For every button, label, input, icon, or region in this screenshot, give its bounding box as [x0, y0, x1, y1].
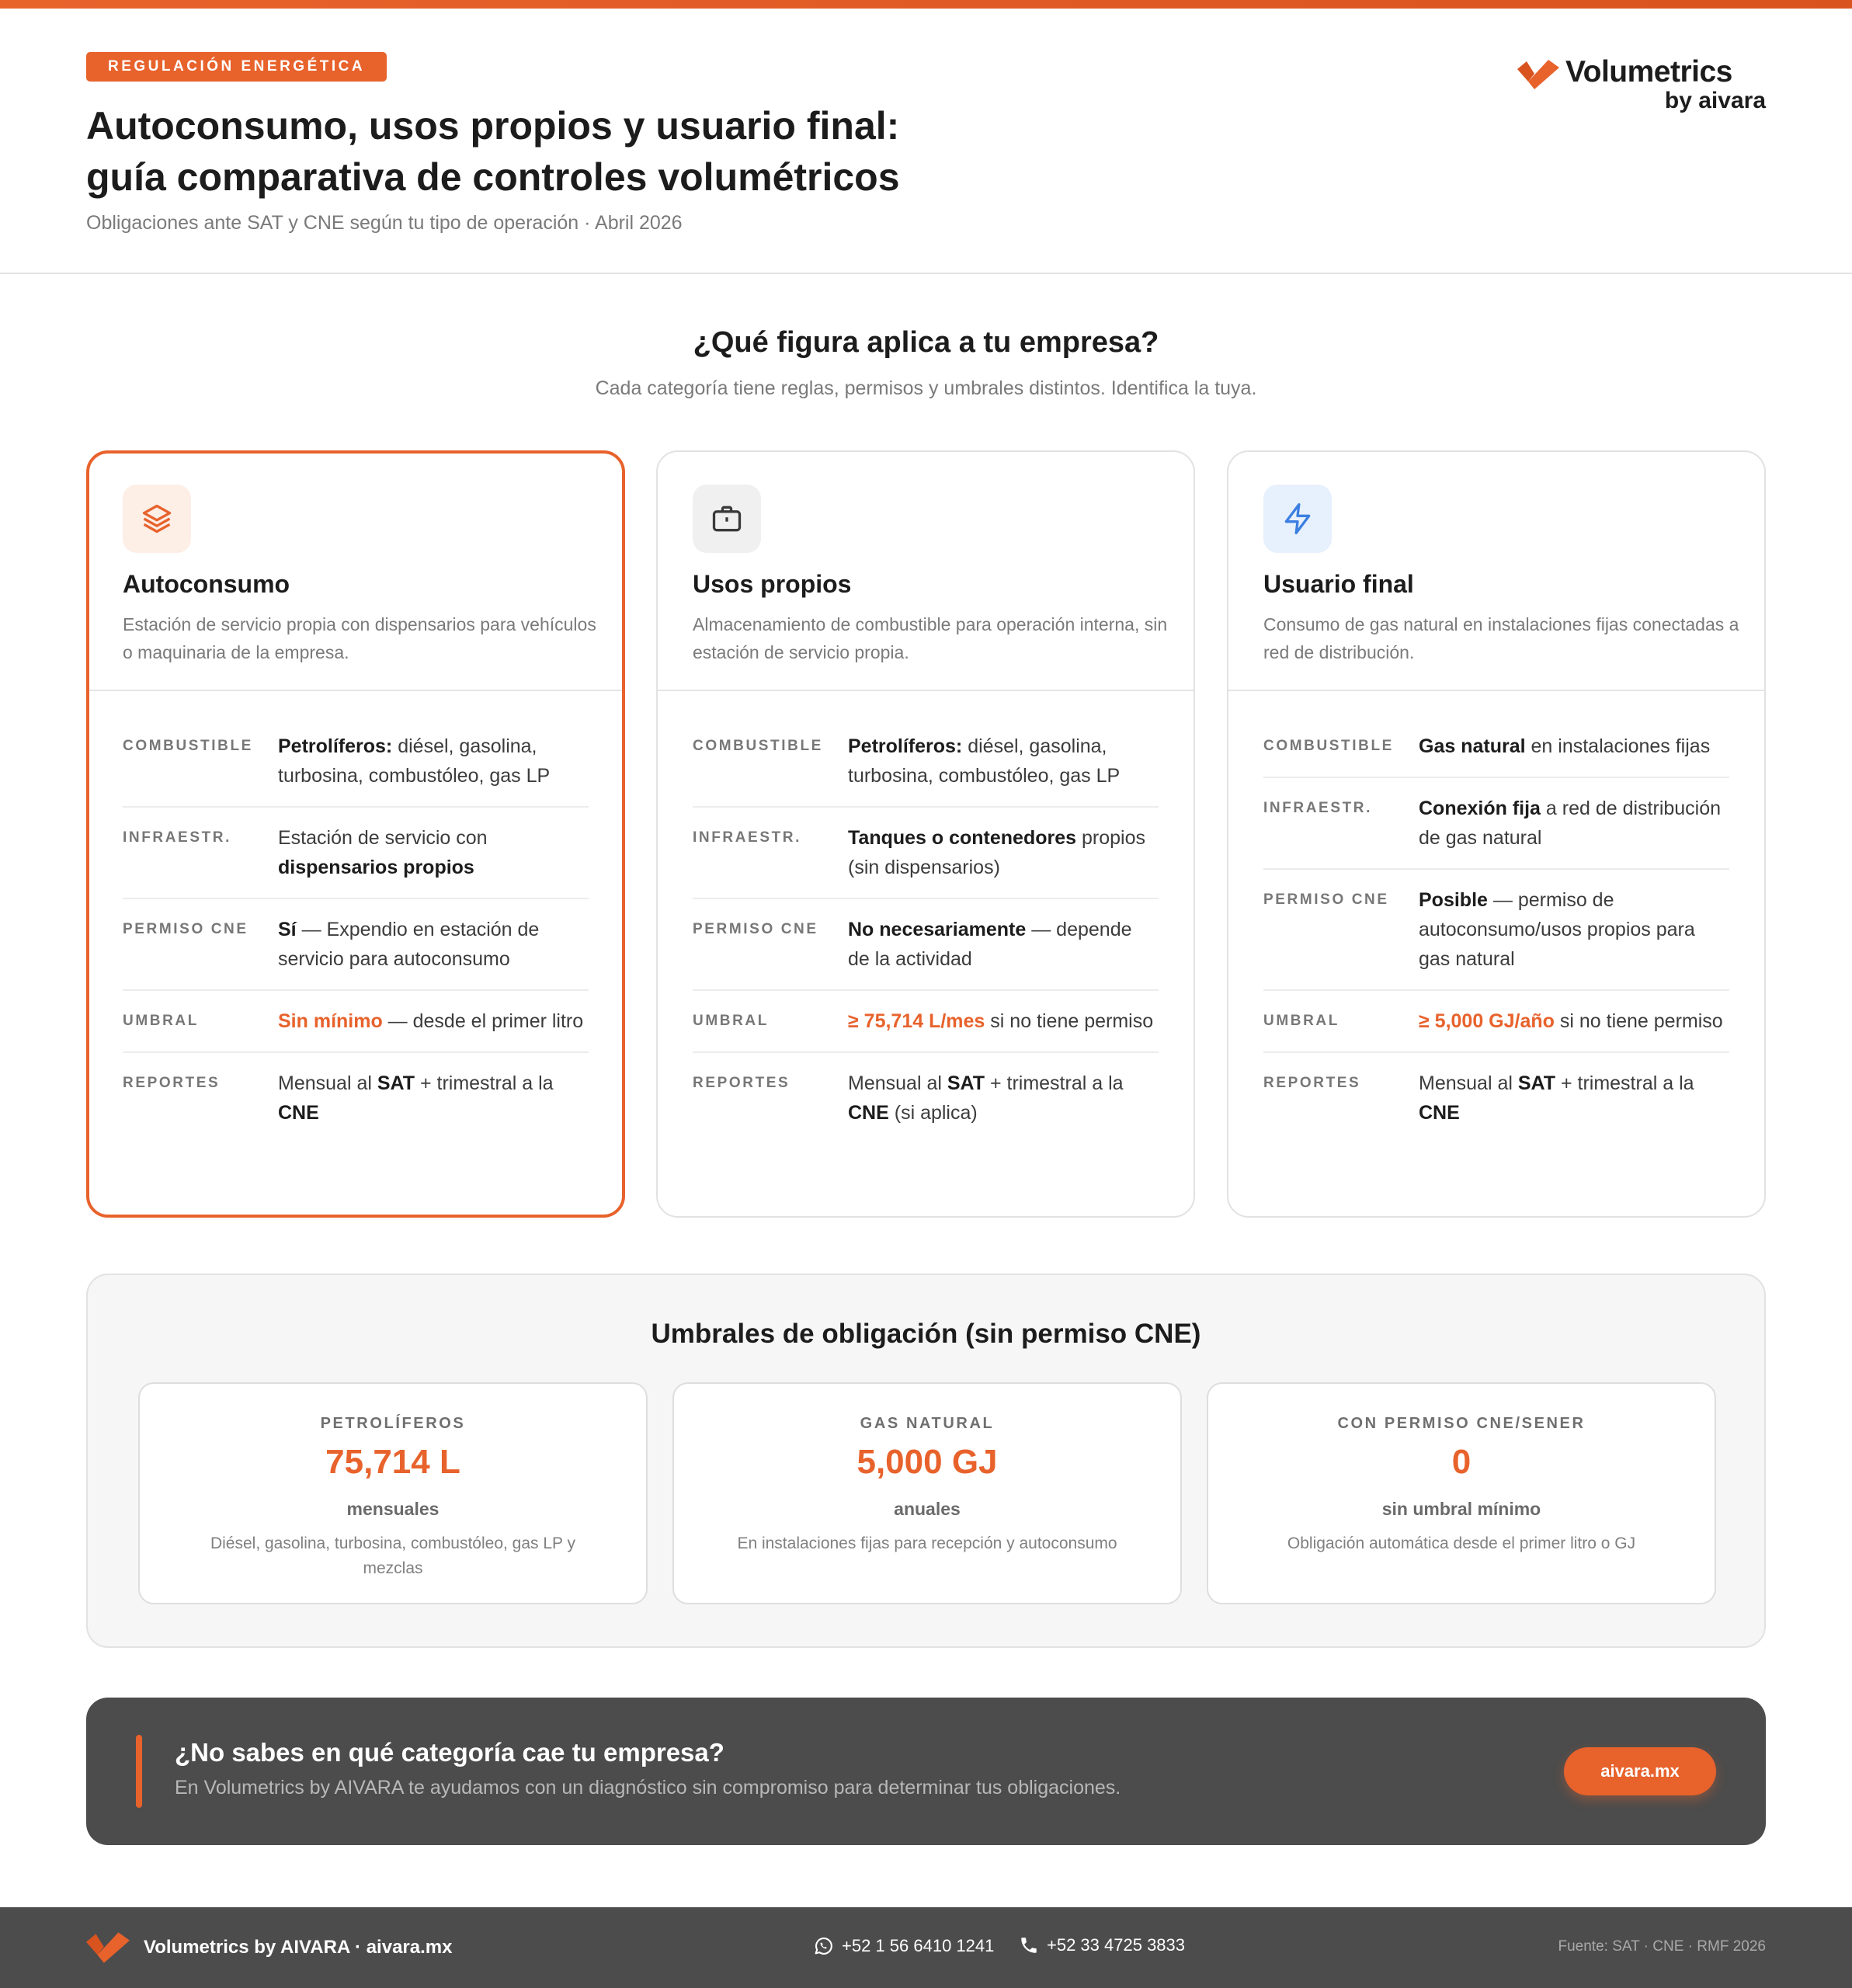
row-text: — permiso de autoconsumo/usos propios para gas natural: [1419, 889, 1695, 970]
row-text: si no tiene permiso: [985, 1010, 1154, 1032]
row-value: [848, 1006, 1159, 1036]
bold-text: CNE: [1419, 1102, 1460, 1124]
bold-text: Gas natural: [1419, 735, 1526, 757]
whatsapp-number: +52 1 56 6410 1241: [842, 1936, 995, 1955]
category-tag: REGULACIÓN ENERGÉTICA: [86, 52, 387, 82]
card-title: Autoconsumo: [123, 570, 290, 598]
row-text: Mensual al: [278, 1072, 377, 1094]
row-label: PERMISO CNE: [1263, 891, 1389, 908]
whatsapp-icon: [812, 1935, 834, 1957]
row-text: — desde el primer litro: [382, 1010, 584, 1032]
row-text: si no tiene permiso: [1554, 1010, 1723, 1032]
row-text: Mensual al: [1419, 1072, 1518, 1094]
card-icon-box: [123, 485, 191, 553]
card-row-umbral: [123, 991, 589, 1053]
card-divider: [1228, 690, 1764, 691]
threshold-unit: mensuales: [346, 1499, 440, 1519]
cta-website-button[interactable]: aivara.mx: [1564, 1747, 1716, 1795]
row-text: + trimestral a la: [985, 1072, 1124, 1094]
card-row-infraestr: [693, 808, 1159, 899]
phone-icon: [1019, 1935, 1039, 1955]
bold-text: Sí: [278, 919, 297, 940]
card-row-reportes: [123, 1053, 589, 1143]
threshold-description: Diésel, gasolina, turbosina, combustóleo, gas LP y mezclas: [210, 1534, 576, 1577]
briefcase-icon: [710, 502, 744, 536]
card-autoconsumo[interactable]: [86, 450, 625, 1218]
card-description: Almacenamiento de combustible para operación interna, sin estación de servicio propia.: [693, 614, 1168, 662]
card-row-infraestr: [1263, 778, 1729, 870]
card-row-umbral: [693, 991, 1159, 1053]
row-value: [848, 1069, 1159, 1128]
threshold-label: GAS NATURAL: [860, 1415, 995, 1432]
footer-source: Fuente: SAT · CNE · RMF 2026: [1558, 1938, 1766, 1955]
row-label: INFRAESTR.: [693, 829, 801, 846]
bold-text: SAT: [377, 1072, 415, 1094]
brand-logo[interactable]: [1517, 50, 1766, 120]
card-usuario-final[interactable]: [1227, 450, 1766, 1218]
highlight-text: ≥ 75,714 L/mes: [848, 1010, 985, 1032]
row-value: [278, 1069, 589, 1128]
row-value: [1419, 885, 1729, 974]
card-divider: [89, 690, 622, 691]
bold-text: SAT: [1517, 1072, 1556, 1094]
card-row-permiso-cne: [1263, 870, 1729, 991]
row-text: a red de distribución de gas natural: [1419, 798, 1722, 849]
row-value: [278, 823, 589, 882]
card-description: Estación de servicio propia con dispensarios para vehículos o maquinaria de la empresa.: [123, 614, 596, 662]
threshold-value: 0: [1451, 1443, 1472, 1481]
checkmark-logo-icon: [86, 1931, 130, 1963]
card-title: Usos propios: [693, 570, 852, 598]
row-text: en instalaciones fijas: [1525, 735, 1711, 757]
card-row-reportes: [693, 1053, 1159, 1143]
logo-wordmark: Volumetrics: [1565, 55, 1732, 89]
row-label: REPORTES: [1263, 1075, 1361, 1091]
footer-phone[interactable]: [1019, 1935, 1185, 1955]
row-value: [1419, 794, 1729, 853]
row-value: [278, 1006, 589, 1036]
threshold-unit: anuales: [894, 1499, 961, 1519]
checkmark-logo-icon: [1517, 58, 1559, 89]
threshold-label: PETROLÍFEROS: [320, 1415, 466, 1432]
thresholds-panel: [86, 1274, 1766, 1648]
row-label: COMBUSTIBLE: [693, 738, 823, 754]
lightning-icon: [1280, 502, 1315, 536]
row-value: [1419, 1006, 1729, 1036]
threshold-card-gas-natural: [672, 1382, 1182, 1604]
threshold-value: 75,714 L: [325, 1443, 460, 1481]
card-description: Consumo de gas natural en instalaciones fijas conectadas a red de distribución.: [1263, 614, 1739, 662]
row-label: UMBRAL: [1263, 1013, 1339, 1029]
highlight-text: ≥ 5,000 GJ/año: [1419, 1010, 1555, 1032]
row-text: Mensual al: [848, 1072, 947, 1094]
cta-banner: [86, 1698, 1766, 1845]
row-label: COMBUSTIBLE: [1263, 738, 1394, 754]
bold-text: Posible: [1419, 889, 1488, 911]
row-value: [1419, 732, 1729, 761]
row-text: (si aplica): [888, 1102, 978, 1124]
logo-subtitle: by aivara: [1664, 88, 1766, 113]
page-subtitle: Obligaciones ante SAT y CNE según tu tipo de operación · Abril 2026: [86, 212, 683, 234]
phone-number: +52 33 4725 3833: [1047, 1935, 1186, 1955]
page-title: [86, 100, 1173, 203]
card-row-reportes: [1263, 1053, 1729, 1143]
card-icon-box: [693, 485, 761, 553]
row-label: INFRAESTR.: [1263, 800, 1372, 816]
row-label: UMBRAL: [123, 1013, 199, 1029]
page-header: [0, 9, 1852, 274]
card-icon-box: [1263, 485, 1332, 553]
title-line-2: guía comparativa de controles volumétricos: [86, 155, 900, 199]
bold-text: CNE: [848, 1102, 889, 1124]
cta-accent-bar: [136, 1735, 142, 1808]
row-label: UMBRAL: [693, 1013, 769, 1029]
row-value: [278, 915, 589, 974]
row-label: PERMISO CNE: [123, 921, 248, 937]
row-value: [848, 732, 1159, 791]
row-value: [848, 915, 1159, 974]
layers-icon: [140, 502, 174, 536]
section-subtitle: Cada categoría tiene reglas, permisos y umbrales distintos. Identifica la tuya.: [595, 377, 1257, 399]
row-value: [1419, 1069, 1729, 1128]
cta-subtitle: En Volumetrics by AIVARA te ayudamos con un diagnóstico sin compromiso para determinar tus obligaciones.: [175, 1777, 1121, 1799]
card-row-permiso-cne: [693, 899, 1159, 991]
page-footer: [0, 1907, 1852, 1988]
card-row-permiso-cne: [123, 899, 589, 991]
threshold-card-petroliferos: [138, 1382, 648, 1604]
row-label: PERMISO CNE: [693, 921, 818, 937]
row-text: propios (sin dispensarios): [848, 827, 1145, 878]
card-divider: [658, 690, 1194, 691]
threshold-description: En instalaciones fijas para recepción y autoconsumo: [737, 1534, 1117, 1552]
footer-brand[interactable]: Volumetrics by AIVARA · aivara.mx: [144, 1937, 453, 1958]
card-row-combustible: [693, 716, 1159, 808]
threshold-value: 5,000 GJ: [857, 1443, 998, 1481]
threshold-card-con-permiso: [1207, 1382, 1716, 1604]
cta-title: ¿No sabes en qué categoría cae tu empresa?: [175, 1738, 724, 1767]
card-row-combustible: [1263, 716, 1729, 778]
card-rows: [1263, 716, 1729, 1143]
row-text: diésel, gasolina, turbosina, combustóleo, gas LP: [848, 735, 1121, 787]
row-text: — Expendio en estación de servicio para autoconsumo: [278, 919, 540, 970]
row-text: diésel, gasolina, turbosina, combustóleo, gas LP: [278, 735, 551, 787]
title-line-1: Autoconsumo, usos propios y usuario final:: [86, 104, 900, 148]
row-label: REPORTES: [693, 1075, 790, 1091]
card-row-infraestr: [123, 808, 589, 899]
footer-whatsapp[interactable]: [812, 1935, 994, 1957]
card-rows: [693, 716, 1159, 1143]
bold-text: Conexión fija: [1419, 798, 1541, 819]
row-label: INFRAESTR.: [123, 829, 231, 846]
row-label: REPORTES: [123, 1075, 221, 1091]
bold-text: No necesariamente: [848, 919, 1027, 940]
card-title: Usuario final: [1263, 570, 1414, 598]
card-row-combustible: [123, 716, 589, 808]
row-text: Estación de servicio con: [278, 827, 488, 849]
row-value: [278, 732, 589, 791]
row-text: + trimestral a la: [1555, 1072, 1694, 1094]
section-title: ¿Qué figura aplica a tu empresa?: [693, 326, 1159, 359]
threshold-description: Obligación automática desde el primer litro o GJ: [1287, 1534, 1636, 1552]
card-rows: [123, 716, 589, 1143]
bold-text: dispensarios propios: [278, 857, 474, 878]
highlight-text: Sin mínimo: [278, 1010, 383, 1032]
card-row-umbral: [1263, 991, 1729, 1053]
bold-text: Tanques o contenedores: [848, 827, 1077, 849]
threshold-unit: sin umbral mínimo: [1381, 1499, 1541, 1519]
top-accent-bar: [0, 0, 1852, 9]
row-text: — depende de la actividad: [848, 919, 1132, 970]
bold-text: Petrolíferos:: [848, 735, 963, 757]
threshold-label: CON PERMISO CNE/SENER: [1337, 1415, 1586, 1432]
bold-text: SAT: [947, 1072, 985, 1094]
row-label: COMBUSTIBLE: [123, 738, 253, 754]
thresholds-title: Umbrales de obligación (sin permiso CNE): [651, 1319, 1201, 1349]
row-value: [848, 823, 1159, 882]
bold-text: CNE: [278, 1102, 319, 1124]
card-usos-propios[interactable]: [656, 450, 1195, 1218]
bold-text: Petrolíferos:: [278, 735, 393, 757]
row-text: + trimestral a la: [415, 1072, 554, 1094]
